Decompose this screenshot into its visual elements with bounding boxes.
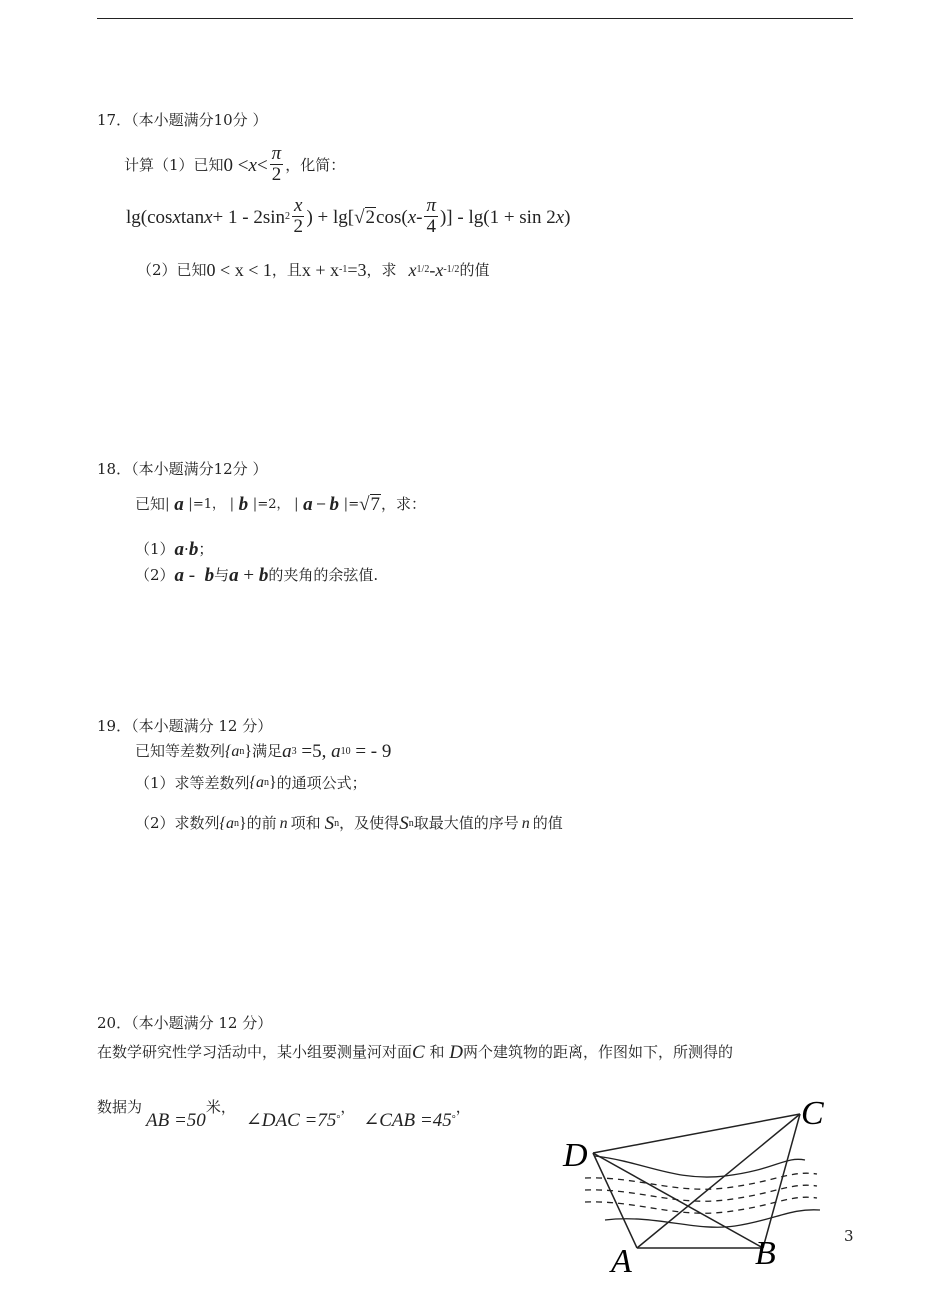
q17-part1-lead: 计算（1）已知 bbox=[124, 155, 224, 174]
label-D: D bbox=[563, 1137, 588, 1174]
segment-BC bbox=[763, 1114, 800, 1248]
q18-given: 已知 | a | =1， | b | =2， | a − b | = √ 7 ，求： bbox=[135, 493, 427, 515]
label-A: A bbox=[611, 1243, 632, 1280]
q17-header: 17．（本小题满分10分 ） bbox=[97, 111, 268, 129]
segment-DA bbox=[593, 1153, 637, 1248]
river-bank-bottom bbox=[605, 1210, 820, 1227]
label-B: B bbox=[755, 1235, 776, 1272]
river-bank-top bbox=[595, 1156, 805, 1177]
segment-AC bbox=[637, 1114, 800, 1248]
segment-DC bbox=[593, 1114, 800, 1153]
q18-part2: （2） a - b 与 a + b 的夹角的余弦值. bbox=[135, 565, 379, 586]
q20-text: 在数学研究性学习活动中，某小组要测量河对面 C 和 D 两个建筑物的距离，作图如下，所测得的 bbox=[97, 1042, 733, 1063]
river-figure bbox=[555, 1090, 835, 1280]
q19-part1: （1）求等差数列 {a n } 的通项公式； bbox=[135, 773, 367, 792]
q19-part2: （2）求数列 {a n } 的前 n 项和 S n ，及使得 S n 取最大值的序号 n 的值 bbox=[135, 813, 563, 834]
q18-part1: （1） a · b ； bbox=[135, 539, 214, 560]
q20-header: 20．（本小题满分 12 分） bbox=[97, 1014, 273, 1032]
pi-over-4-fraction: $\frac{\pi}{4}$ bbox=[426, 195, 436, 238]
page-number: 3 bbox=[844, 1227, 854, 1245]
top-rule bbox=[97, 18, 853, 19]
q17-part2: （2）已知 0 < x < 1 ，且 x + x -1 =3 ，求 x 1/2 - x -1/2 的值 bbox=[137, 260, 490, 280]
sqrt-2: 2 bbox=[365, 207, 376, 228]
river-dash-2 bbox=[585, 1185, 817, 1201]
x-over-2-fraction: $\frac{x}{2}$ bbox=[293, 195, 303, 238]
pi-over-2-fraction: $\frac{\pi}{2}$ bbox=[271, 143, 282, 186]
q20-data: 数据为 AB =50 米， ∠DAC =75 ° ， ∠CAB =45 ° ， bbox=[97, 1098, 471, 1131]
q18-header: 18．（本小题满分12分 ） bbox=[97, 460, 268, 478]
q19-header: 19．（本小题满分 12 分） bbox=[97, 717, 273, 735]
sqrt-7: 7 bbox=[370, 494, 381, 515]
label-C: C bbox=[801, 1095, 824, 1132]
q19-given: 已知等差数列 {a n } 满足 a 3 =5, a 10 = - 9 bbox=[135, 741, 392, 762]
q17-expression: lg(cos x tan x + 1 - 2sin 2 $\frac{x}{2}$ ) + lg[ √ 2 cos( x - $\frac{\pi}{4}$ )] - lg(1 + sin 2 x ) bbox=[126, 195, 571, 238]
q17-part1: 计算（1）已知 0 < x < $\frac{\pi}{2}$ ，化简： bbox=[124, 143, 346, 186]
segment-DB bbox=[593, 1153, 763, 1248]
